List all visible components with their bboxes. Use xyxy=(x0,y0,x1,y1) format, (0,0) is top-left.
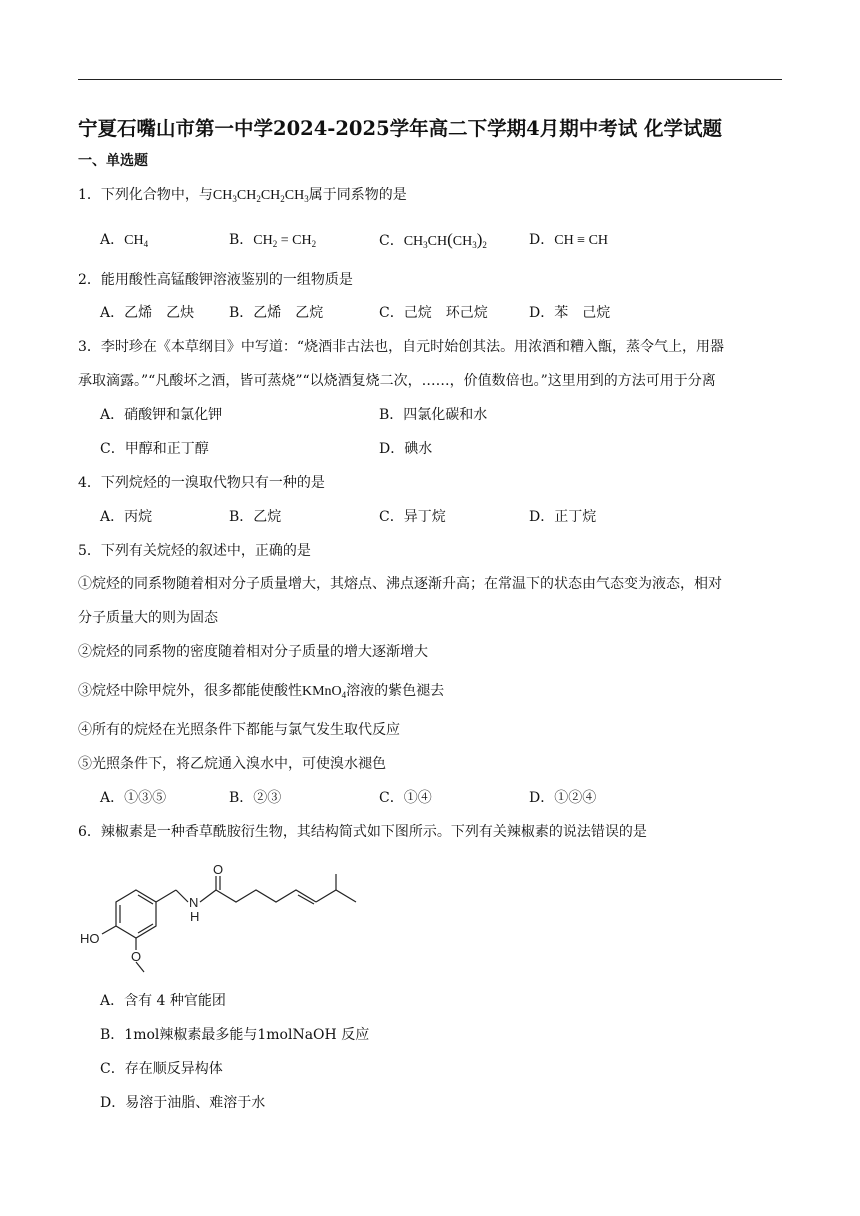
q6-option-a[interactable]: A．含有 4 种官能团 xyxy=(100,993,226,1009)
q2-option-a[interactable]: A．乙烯 乙炔 xyxy=(100,305,195,321)
methoxy-o-label: O xyxy=(131,949,142,964)
q2-stem: 2．能用酸性高锰酸钾溶液鉴别的一组物质是 xyxy=(78,272,353,288)
carbonyl-o-label: O xyxy=(213,862,224,877)
q3-option-b[interactable]: B．四氯化碳和水 xyxy=(379,407,488,423)
q6-option-b[interactable]: B．1mol辣椒素最多能与1molNaOH 反应 xyxy=(100,1027,370,1043)
bond-n-c xyxy=(200,890,216,902)
q5-statement-5: ⑤光照条件下，将乙烷通入溴水中，可使溴水褪色 xyxy=(78,756,386,772)
q1-option-d[interactable]: D．CH ≡ CH xyxy=(529,232,609,248)
q5-statement-1-line1: ①烷烃的同系物随着相对分子质量增大，其熔点、沸点逐渐升高；在常温下的状态由气态变为液态，相对 xyxy=(78,576,722,592)
q1-option-c[interactable]: C．$CH_3CH(CH_3)_2$ xyxy=(379,230,487,250)
page-title: 宁夏石嘴山市第一中学2024-2025学年高二下学期4月期中考试 化学试题 xyxy=(78,117,722,140)
q6-stem: 6．辣椒素是一种香草酰胺衍生物，其结构简式如下图所示。下列有关辣椒素的说法错误的是 xyxy=(78,824,647,840)
hydroxyl-label: HO xyxy=(80,931,100,946)
q1-option-b[interactable]: B．$CH_2 = CH_2$ xyxy=(229,232,317,249)
q2-option-d[interactable]: D．苯 己烷 xyxy=(529,305,611,321)
q5-option-b[interactable]: B．②③ xyxy=(229,790,282,806)
benzene-ring xyxy=(116,890,156,938)
q5-statement-4: ④所有的烷烃在光照条件下都能与氯气发生取代反应 xyxy=(78,722,400,738)
q5-option-a[interactable]: A．①③⑤ xyxy=(100,790,167,806)
q2-option-b[interactable]: B．乙烯 乙烷 xyxy=(229,305,324,321)
q4-option-c[interactable]: C．异丁烷 xyxy=(379,509,446,525)
q1-formula: $CH_3CH_2CH_2CH_3$ xyxy=(212,188,309,204)
q2-option-c[interactable]: C．己烷 环己烷 xyxy=(379,305,488,321)
q1-option-a[interactable]: A．$CH_4$ xyxy=(100,232,149,249)
bond-ch2-n xyxy=(176,890,188,902)
q3-option-c[interactable]: C．甲醇和正丁醇 xyxy=(100,441,209,457)
q3-stem-line1: 3．李时珍在《本草纲目》中写道：“烧酒非古法也，自元时始创其法。用浓酒和糟入甑，蒸令气上，用器 xyxy=(78,339,725,355)
bond-ring-ch2 xyxy=(156,890,176,902)
q5-option-d[interactable]: D．①②④ xyxy=(529,790,597,806)
capsaicin-structure-diagram xyxy=(80,862,380,974)
q5-statement-2: ②烷烃的同系物的密度随着相对分子质量的增大逐渐增大 xyxy=(78,644,428,660)
q3-stem-line2: 承取滴露。”“凡酸坏之酒，皆可蒸烧”“以烧酒复烧二次，……，价值数倍也。”这里用到的方法可用于分离 xyxy=(78,373,716,389)
q5-stem: 5．下列有关烷烃的叙述中，正确的是 xyxy=(78,543,311,559)
q6-option-d[interactable]: D．易溶于油脂、难溶于水 xyxy=(100,1095,266,1111)
section-heading: 一、单选题 xyxy=(78,153,148,169)
q6-option-c[interactable]: C．存在顺反异构体 xyxy=(100,1061,223,1077)
q4-option-d[interactable]: D．正丁烷 xyxy=(529,509,597,525)
isopropyl-terminal xyxy=(316,890,356,902)
bond-ring-oh xyxy=(102,926,116,934)
q4-option-a[interactable]: A．丙烷 xyxy=(100,509,153,525)
q3-option-a[interactable]: A．硝酸钾和氯化钾 xyxy=(100,407,223,423)
q4-stem: 4．下列烷烃的一溴取代物只有一种的是 xyxy=(78,475,325,491)
q5-statement-3: ③烷烃中除甲烷外，很多都能使酸性KMnO$_4$溶液的紫色褪去 xyxy=(78,683,445,700)
header-rule xyxy=(78,79,782,80)
q3-option-d[interactable]: D．碘水 xyxy=(379,441,433,457)
q5-statement-1-line2: 分子质量大的则为固态 xyxy=(78,610,218,626)
amide-h-label: H xyxy=(190,909,200,924)
q1-stem: 1．下列化合物中，与$CH_3CH_2CH_2CH_3$属于同系物的是 xyxy=(78,187,407,204)
q5-option-c[interactable]: C．①④ xyxy=(379,790,432,806)
q4-option-b[interactable]: B．乙烷 xyxy=(229,509,282,525)
amide-n-label: N xyxy=(189,895,199,910)
